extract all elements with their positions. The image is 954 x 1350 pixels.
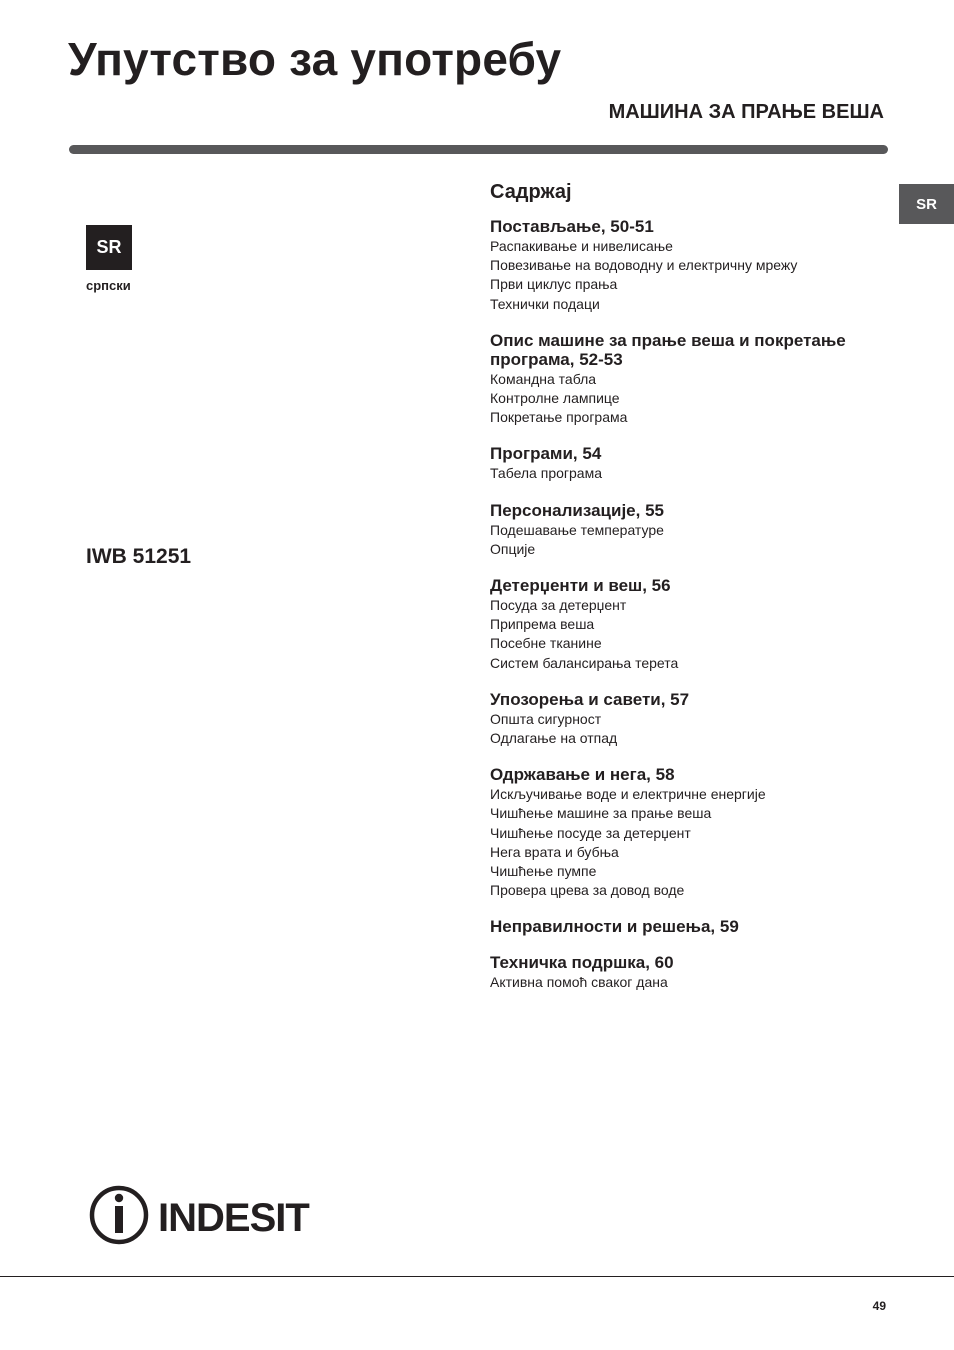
footer-divider bbox=[0, 1276, 954, 1277]
toc-section-heading: Персонализације, 55 bbox=[490, 500, 664, 520]
toc-section bbox=[490, 690, 890, 748]
brand-logotype: INDESIT bbox=[158, 1196, 309, 1240]
toc-item: Чишћење машине за прање веша bbox=[490, 805, 712, 822]
toc-item: Повезивање на водоводну и електричну мрежу bbox=[490, 257, 798, 274]
toc-section bbox=[490, 217, 890, 314]
indesit-logo-icon bbox=[88, 1184, 320, 1246]
toc-item: Чишћење пумпе bbox=[490, 863, 597, 880]
toc-section-heading: Упозорења и савети, 57 bbox=[490, 689, 690, 709]
toc-item: Посуда за детерџент bbox=[490, 597, 627, 614]
toc-section bbox=[490, 444, 890, 483]
toc-section bbox=[490, 765, 890, 900]
toc-section-heading: Одржавање и нега, 58 bbox=[490, 765, 675, 785]
toc-item: Први циклус прања bbox=[490, 276, 618, 293]
toc-item: Командна табла bbox=[490, 370, 597, 387]
toc-item: Општа сигурност bbox=[490, 710, 602, 727]
toc-section-heading: Детерџенти и веш, 56 bbox=[490, 576, 671, 596]
toc-item: Технички подаци bbox=[490, 295, 600, 312]
toc-item: Подешавање температуре bbox=[490, 521, 664, 538]
toc-item: Активна помоћ сваког дана bbox=[490, 974, 668, 991]
toc-item: Контролне лампице bbox=[490, 390, 620, 407]
language-badge: SR bbox=[86, 225, 132, 270]
toc-section-heading: Техничка подршка, 60 bbox=[490, 953, 674, 973]
toc-item: Одлагање на отпад bbox=[490, 730, 618, 747]
toc-item: Искључивање воде и електричне енергије bbox=[490, 786, 766, 803]
toc-section bbox=[490, 576, 890, 673]
toc-section-heading: Опис машине за прање веша и покретање програма, 52-53 bbox=[490, 330, 846, 369]
toc-item: Чишћење посуде за детерџент bbox=[490, 824, 691, 841]
toc-item: Припрема веша bbox=[490, 616, 595, 633]
toc-item: Систем балансирања терета bbox=[490, 654, 679, 671]
toc-item: Распакивање и нивелисање bbox=[490, 238, 673, 254]
toc-item: Покретање програма bbox=[490, 409, 628, 426]
toc-section bbox=[490, 917, 890, 936]
toc-section-heading: Постављање, 50-51 bbox=[490, 217, 654, 236]
toc-item: Табела програма bbox=[490, 465, 602, 482]
toc-sections bbox=[490, 217, 890, 993]
toc-item: Посебне тканине bbox=[490, 635, 602, 652]
toc-section bbox=[490, 501, 890, 559]
toc-section bbox=[490, 953, 890, 992]
header-divider bbox=[69, 145, 888, 154]
toc-item: Провера црева за довод воде bbox=[490, 882, 685, 899]
table-of-contents bbox=[490, 178, 890, 1010]
toc-title: Садржај bbox=[490, 181, 572, 203]
toc-item: Нега врата и бубња bbox=[490, 843, 619, 860]
page-number: 49 bbox=[872, 1299, 886, 1313]
model-number: IWB 51251 bbox=[86, 545, 192, 568]
toc-section bbox=[490, 331, 890, 428]
toc-item: Опције bbox=[490, 540, 536, 557]
language-name: српски bbox=[86, 278, 131, 293]
side-language-tab: SR bbox=[899, 184, 954, 224]
toc-section-heading: Програми, 54 bbox=[490, 444, 602, 464]
page-title: Упутство за употребу bbox=[68, 33, 562, 85]
page-subtitle: МАШИНА ЗА ПРАЊЕ ВЕША bbox=[608, 101, 884, 123]
toc-section-heading: Неправилности и решења, 59 bbox=[490, 917, 739, 937]
